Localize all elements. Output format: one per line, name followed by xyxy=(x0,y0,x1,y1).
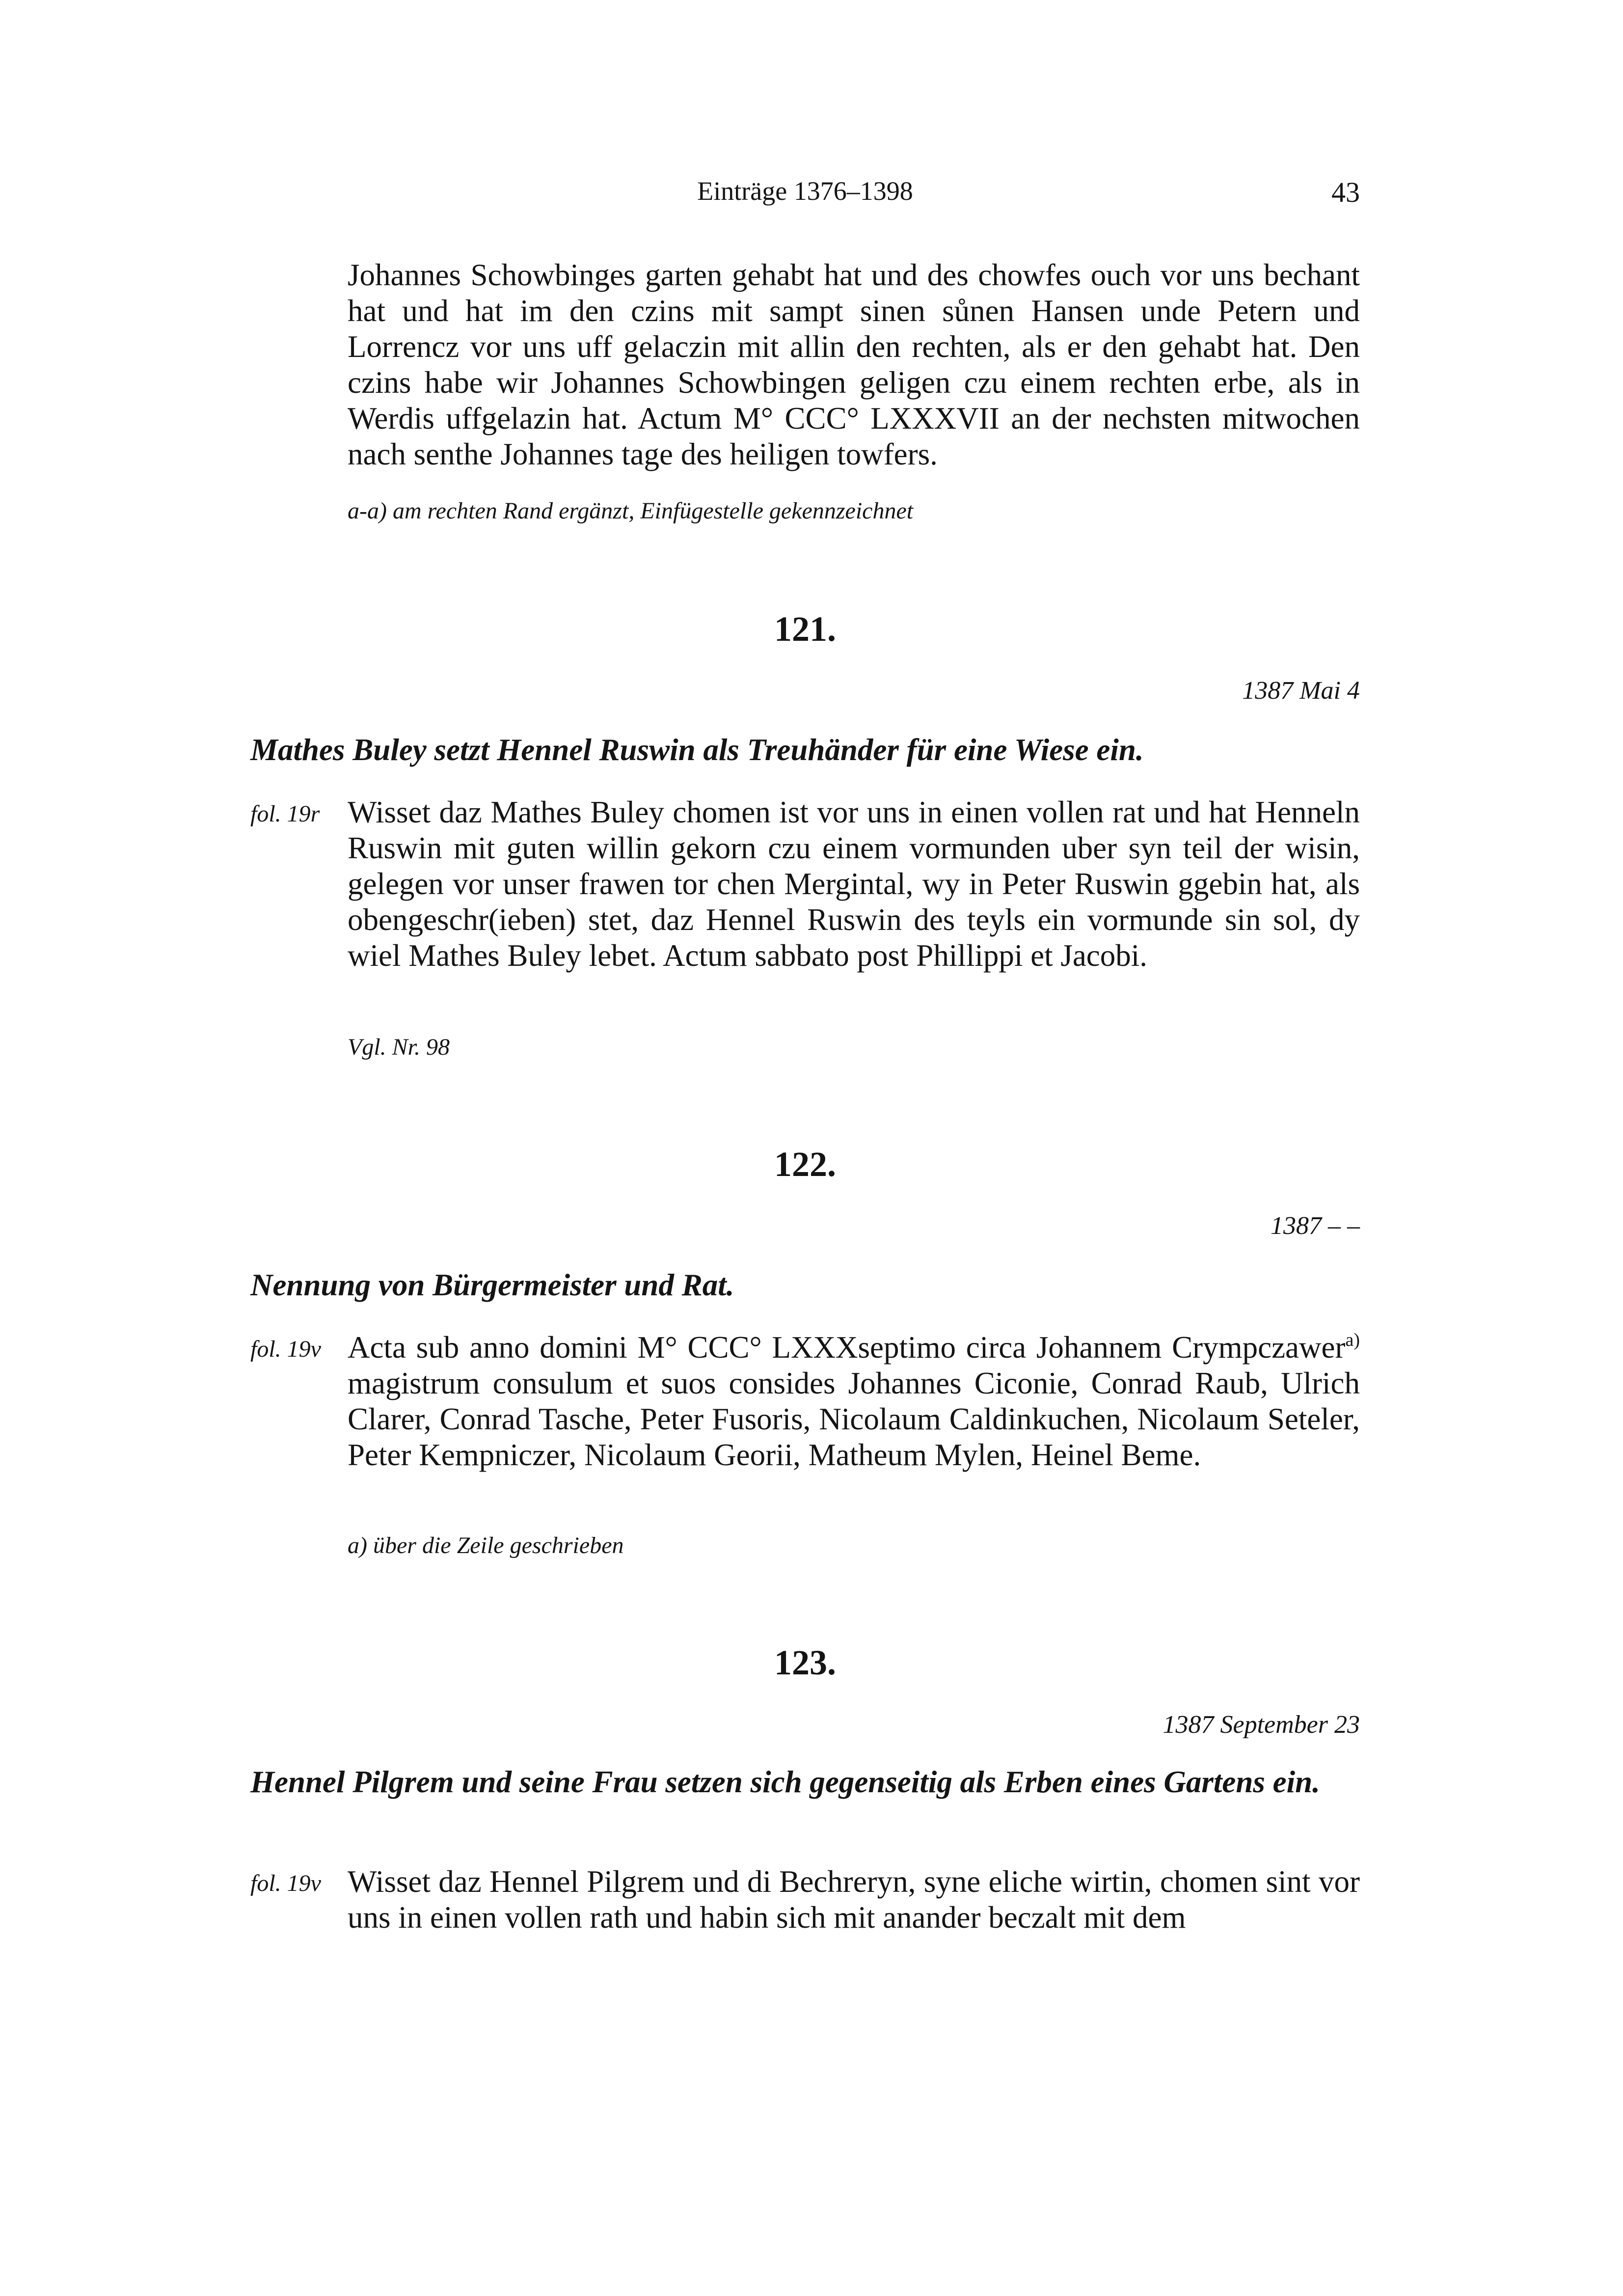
entry-122-number: 122. xyxy=(774,1145,836,1184)
entry-122-text xyxy=(348,1330,1360,1473)
entry-121-folio: fol. 19r xyxy=(250,801,320,827)
entry-122-date: 1387 – – xyxy=(1271,1212,1360,1240)
running-title: Einträge 1376–1398 xyxy=(697,176,913,206)
running-head xyxy=(250,176,1360,220)
entry-122-note: a) über die Zeile geschrieben xyxy=(348,1532,624,1558)
entry-122-text-after: magistrum consulum et suos consides Johannes Ciconie, Conrad Raub, Ulrich Clarer, Conrad Tasche, Peter Fusoris, Nicolaum Caldinkuchen, Nicolaum Seteler, Peter Kempniczer, Nicolaum Georii, Matheum Mylen, Heinel Beme. xyxy=(348,1366,1360,1472)
entry-123-text: Wisset daz Hennel Pilgrem und di Bechreryn, syne eliche wirtin, chomen sint vor uns in einen vollen rath und habin sich mit anander beczalt mit dem xyxy=(348,1864,1360,1935)
entry-123-title: Hennel Pilgrem und seine Frau setzen sich gegenseitig als Erben eines Gartens ein. xyxy=(250,1765,1320,1799)
entry-122-text-before: Acta sub anno domini M° CCC° LXXXseptimo circa Johannem Crympczawer xyxy=(348,1330,1346,1365)
entry-122-folio: fol. 19v xyxy=(250,1336,321,1362)
intro-footnote: a-a) am rechten Rand ergänzt, Einfügestelle gekennzeichnet xyxy=(348,498,914,524)
entry-123-folio: fol. 19v xyxy=(250,1870,321,1896)
entry-121-note: Vgl. Nr. 98 xyxy=(348,1034,450,1060)
entry-123-number: 123. xyxy=(774,1643,836,1682)
entry-121-title: Mathes Buley setzt Hennel Ruswin als Treuhänder für eine Wiese ein. xyxy=(250,733,1144,767)
entry-121-date: 1387 Mai 4 xyxy=(1242,677,1360,705)
entry-122-title: Nennung von Bürgermeister und Rat. xyxy=(250,1268,734,1302)
entry-121-text: Wisset daz Mathes Buley chomen ist vor uns in einen vollen rat und hat Henneln Ruswin mit guten willin gekorn czu einem vormunden uber syn teil der wisin, gelegen vor unser frawen tor chen Mergintal, wy in Peter Ruswin ggebin hat, als obengeschr(ieben) stet, daz Hennel Ruswin des teyls ein vormunde sin sol, dy wiel Mathes Buley lebet. Actum sabbato post Phillippi et Jacobi. xyxy=(348,795,1360,973)
intro-paragraph: Johannes Schowbinges garten gehabt hat und des chowfes ouch vor uns bechant hat und hat im den czins mit sampt sinen sůnen Hansen unde Petern und Lorrencz vor uns uff gelaczin mit allin den rechten, als er den gehabt hat. Den czins habe wir Johannes Schowbingen geligen czu einem rechten erbe, als in Werdis uffgelazin hat. Actum M° CCC° LXXXVII an der nechsten mitwochen nach senthe Johannes tage des heiligen towfers. xyxy=(348,258,1360,471)
entry-123-date: 1387 September 23 xyxy=(1163,1711,1360,1739)
page-number: 43 xyxy=(1331,176,1360,208)
entry-122-footnote-mark: a) xyxy=(1345,1330,1360,1350)
entry-121-number: 121. xyxy=(774,609,836,649)
